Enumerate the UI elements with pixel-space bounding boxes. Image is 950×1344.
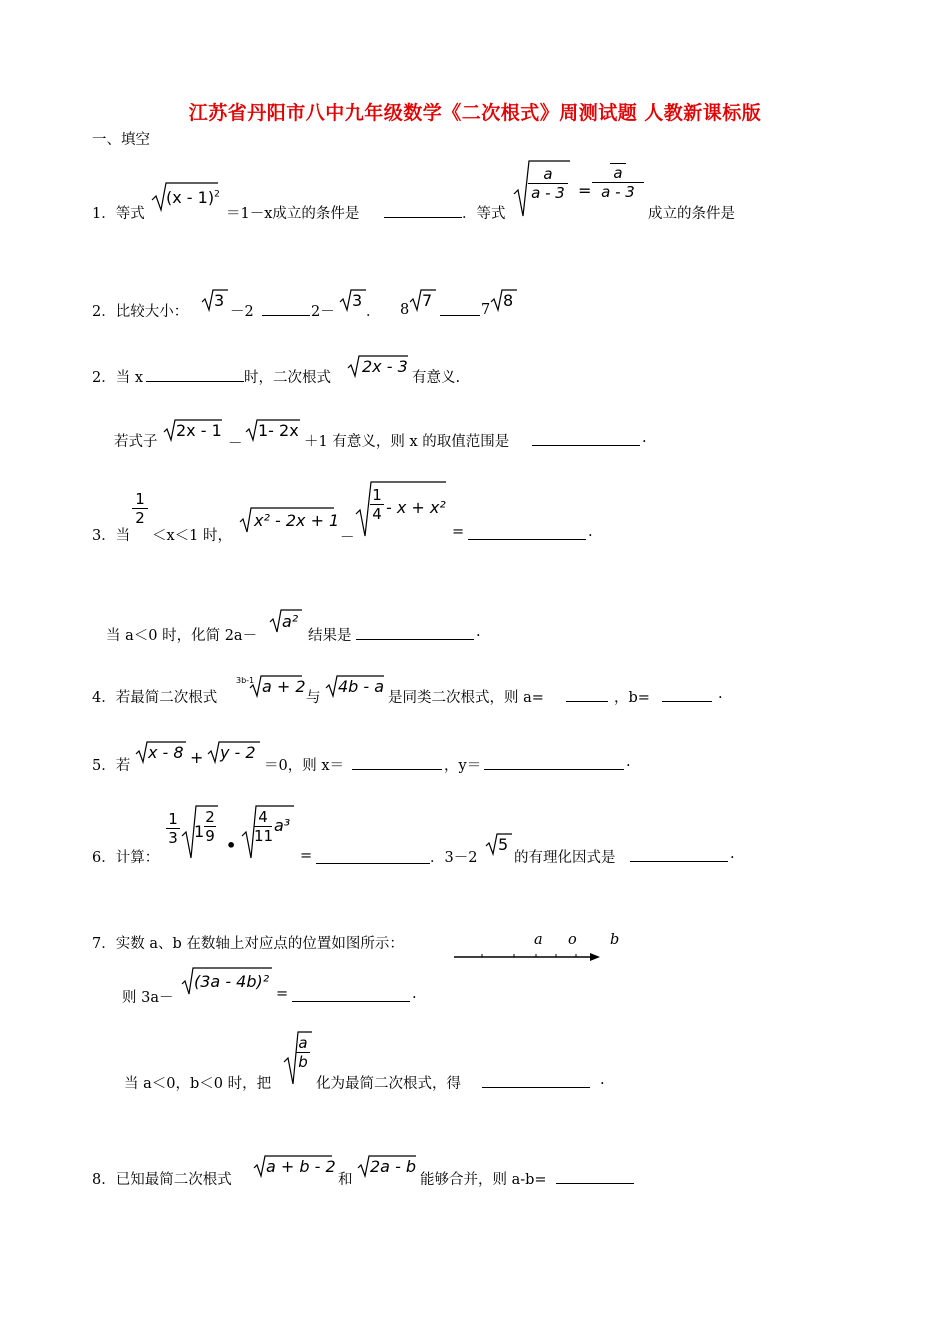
q8-rad2: 2a - b <box>370 1157 417 1176</box>
q5-tail: ＝0，则 x＝ <box>264 758 345 774</box>
q2a-blank-2[interactable] <box>440 302 480 316</box>
q2c-rad2: 1- 2x <box>258 421 299 440</box>
q7-then: 则 3a－ <box>122 990 174 1006</box>
q7b-blank[interactable] <box>482 1074 590 1088</box>
q2c-blank[interactable] <box>532 432 640 446</box>
q2c-minus: － <box>228 436 243 452</box>
q3-rad2-rest: - x + x² <box>386 498 446 517</box>
q6-label: 6．计算： <box>92 850 160 866</box>
q4-rad2: 4b - a <box>338 677 385 696</box>
q3b-end: . <box>476 624 481 640</box>
q7-label: 7．实数 a、b 在数轴上对应点的位置如图所示： <box>92 936 404 952</box>
q1-frac-2: $\frac{a}{a - 3}$ <box>592 164 644 201</box>
q1-eq: = <box>578 181 592 200</box>
q2a-label: 2．比较大小： <box>92 304 189 320</box>
q6-dot-op: • <box>226 836 237 855</box>
q3-minus: － <box>340 530 355 546</box>
q4-with: 与 <box>306 690 321 706</box>
q6-eq: = <box>300 848 313 864</box>
q2b-rad: 2x - 3 <box>362 357 408 376</box>
q3-label: 3．当 <box>92 528 131 544</box>
q3-blank[interactable] <box>468 526 586 540</box>
q2a-part2: 2－ <box>311 304 335 320</box>
q3b-blank[interactable] <box>356 626 474 640</box>
q5-end: . <box>626 754 631 770</box>
q3b-rad: a² <box>282 612 299 631</box>
q7-axis-label-a: a <box>534 932 543 948</box>
q2c-rad1: 2x - 1 <box>176 421 222 440</box>
q1-dot: ．等式 <box>462 206 506 222</box>
q5-blank-y[interactable] <box>484 756 624 770</box>
q4-tail: 是同类二次根式，则 a= <box>388 690 544 706</box>
q4-label: 4．若最简二次根式 <box>92 690 218 706</box>
q8-tail: 能够合并，则 a-b= <box>420 1172 547 1188</box>
q8-and: 和 <box>338 1172 353 1188</box>
q5-label: 5．若 <box>92 758 131 774</box>
q3-cond: ＜x＜1 时， <box>152 528 233 544</box>
q3-rad1: x² - 2x + 1 <box>254 511 340 530</box>
q4-blank-b[interactable] <box>662 688 712 702</box>
q4-sep: ，b= <box>614 690 650 706</box>
number-line <box>452 950 602 964</box>
q7b-label: 当 a＜0，b＜0 时，把 <box>124 1076 272 1092</box>
q6-r5: 5 <box>498 835 509 854</box>
q1-frac-1: $\frac{a}{a - 3}$ <box>528 165 568 202</box>
q5-plus: + <box>190 748 204 767</box>
q6-end: . <box>730 846 735 862</box>
q2a-r8: 8 <box>503 291 514 310</box>
q6-tail: 的有理化因式是 <box>514 850 616 866</box>
q3-end: . <box>588 524 593 540</box>
q1-label: 1．等式 <box>92 206 145 222</box>
q1-mid: ＝1－x成立的条件是 <box>226 206 360 222</box>
q1-blank-1[interactable] <box>384 203 462 218</box>
q2a-r3: 3 <box>214 291 225 310</box>
section-heading: 一、填空 <box>92 132 150 148</box>
q7-axis-label-b: b <box>610 932 620 948</box>
q3-frac: $\frac{1}{2}$ <box>132 490 148 527</box>
q7b-frac: $\frac{a}{b}$ <box>296 1034 310 1071</box>
q2b-blank[interactable] <box>146 368 244 382</box>
q2b-mid: 时，二次根式 <box>244 370 331 386</box>
q2a-r7: 7 <box>422 291 433 310</box>
q2c-end: . <box>642 430 647 446</box>
q7-eq: = <box>276 986 289 1002</box>
q7b-tail: 化为最简二次根式，得 <box>316 1076 461 1092</box>
q3-eq: = <box>452 524 465 540</box>
q6-whole: 1 <box>194 822 205 841</box>
q4-blank-a[interactable] <box>566 688 608 702</box>
q5-rad2: y - 2 <box>220 743 256 762</box>
q6-frac-2: $\frac{2}{9}$ <box>205 808 215 845</box>
q6-frac-3: $\frac{4}{11}$ <box>254 808 274 845</box>
q3b-label: 当 a＜0 时，化简 2a－ <box>106 628 258 644</box>
q2a-r3b: 3 <box>352 291 363 310</box>
q8-blank[interactable] <box>556 1170 634 1184</box>
q2a-c8: 8 <box>400 302 410 318</box>
q7-axis-label-o: o <box>568 932 577 948</box>
q2b-label: 2．当 x <box>92 370 144 386</box>
q5-blank-x[interactable] <box>352 756 442 770</box>
q7-end: . <box>412 986 417 1002</box>
q2c-tail: ＋1 有意义，则 x 的取值范围是 <box>304 434 510 450</box>
q4-rad1: a + 2 <box>262 677 306 696</box>
q6-frac-1: $\frac{1}{3}$ <box>166 810 180 847</box>
q7b-end: . <box>600 1072 605 1088</box>
q2a-dot: ． <box>366 304 381 320</box>
q2a-blank-1[interactable] <box>262 302 310 316</box>
q1-tail: 成立的条件是 <box>648 206 735 222</box>
q6-a3: a³ <box>274 816 291 835</box>
q6-blank-1[interactable] <box>316 850 430 864</box>
q8-label: 8．已知最简二次根式 <box>92 1172 232 1188</box>
q5-rad1: x - 8 <box>148 743 184 762</box>
q3b-tail: 结果是 <box>308 628 352 644</box>
q3-rad2-frac: $\frac{1}{4}$ <box>370 486 384 523</box>
q6-mid: ．3－2 <box>430 850 478 866</box>
q2b-tail: 有意义. <box>412 370 461 386</box>
q5-sep: ，y＝ <box>444 758 482 774</box>
q4-end: . <box>718 686 723 702</box>
q2a-c7: 7 <box>481 302 491 318</box>
q4-index: 3b-1 <box>236 676 255 685</box>
q2c-label: 若式子 <box>114 434 158 450</box>
q1-expr1: (x - 1)$^2$ <box>166 188 220 207</box>
q7-rad: (3a - 4b)² <box>194 972 270 991</box>
q6-blank-2[interactable] <box>630 848 728 862</box>
q7-blank[interactable] <box>292 988 410 1002</box>
q8-rad1: a + b - 2 <box>266 1157 336 1176</box>
q2a-m2: －2 <box>230 304 254 320</box>
page-title: 江苏省丹阳市八中九年级数学《二次根式》周测试题 人教新课标版 <box>188 102 762 124</box>
